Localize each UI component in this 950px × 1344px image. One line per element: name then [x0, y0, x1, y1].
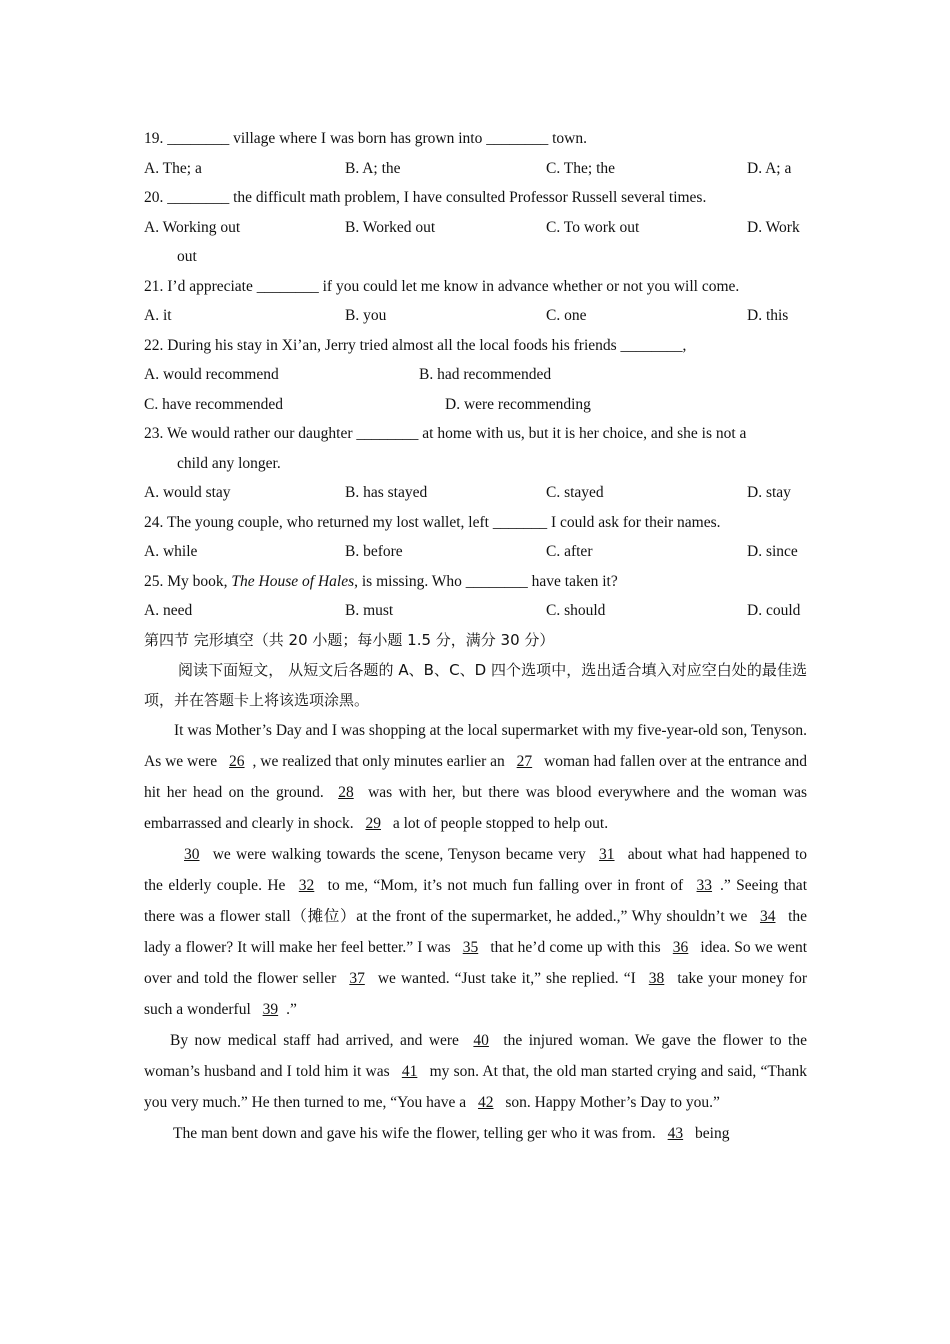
blank-39: 39 [262, 1001, 279, 1018]
option-d-cont: out [177, 248, 197, 265]
blank-28: 28 [338, 784, 354, 801]
blank-34: 34 [759, 908, 776, 925]
question-stem: 25. My book, [144, 572, 232, 590]
blank-33: 33 [696, 877, 713, 894]
options-25 [144, 596, 807, 626]
question-stem-end: , is missing. Who ________ have taken it? [354, 572, 618, 590]
option-a: A. it [144, 307, 172, 324]
options-24 [144, 537, 807, 567]
blank-38: 38 [648, 970, 665, 987]
option-a: A. would recommend [144, 366, 279, 383]
blank-26: 26 [229, 753, 245, 770]
question-23-continued [144, 449, 807, 479]
option-b: B. must [345, 602, 394, 619]
blank-32: 32 [298, 877, 315, 894]
question-stem-cont: child any longer. [177, 454, 281, 472]
question-stem: 23. We would rather our daughter ________ at home with us, but it is her choice, and she is not a [144, 425, 747, 442]
option-b: B. before [345, 543, 403, 560]
option-c: C. The; the [546, 159, 616, 177]
option-b: B. A; the [345, 159, 401, 177]
blank-42: 42 [478, 1094, 494, 1111]
option-d: D. could [747, 602, 801, 619]
question-stem: 21. I’d appreciate ________ if you could let me know in advance whether or not you will come. [144, 277, 740, 295]
option-d: D. were recommending [445, 395, 591, 413]
exam-page [144, 124, 807, 1149]
question-25 [144, 567, 807, 597]
option-b: B. you [345, 307, 387, 324]
option-b: B. has stayed [345, 484, 428, 501]
passage-paragraph-1: It was Mother’s Day and I was shopping at the local supermarket with my five-year-old son, Tenyson. As we were 26 , we realized that only minutes earlier an 27 woman had fallen over at the entrance and hit her head on the ground. 28 was with her, but there was blood everywhere and the woman was embarrassed and clearly in shock. 29 a lot of people stopped to help out. [144, 722, 807, 832]
option-c: C. one [546, 307, 587, 324]
passage-paragraph-2: 30 we were walking towards the scene, Tenyson became very 31 about what had happened to the elderly couple. He 32 to me, “Mom, it’s not much fun falling over in front of 33 .” Seeing that there was a flower stall（摊位）at the front of the supermarket, he added.,” Why shouldn’t we 34 the lady a flower? It will make her feel better.” I was 35 that he’d come up with this 36 idea. So we went over and told the flower seller 37 we wanted. “Just take it,” she replied. “I 38 take your money for such a wonderful 39 .” [144, 846, 808, 1018]
options-20 [144, 213, 807, 243]
option-d: D. A; a [747, 159, 792, 177]
blank-41: 41 [401, 1063, 418, 1080]
section-heading: 第四节 完形填空（共 20 小题；每小题 1.5 分，满分 30 分） [144, 630, 555, 649]
question-22 [144, 331, 807, 361]
option-a: A. Working out [144, 218, 241, 236]
question-21 [144, 272, 807, 302]
option-d: D. stay [747, 484, 791, 501]
option-c: C. after [546, 543, 593, 560]
option-b: B. Worked out [345, 218, 436, 236]
passage-paragraph-4: The man bent down and gave his wife the flower, telling ger who it was from. 43 being [173, 1125, 730, 1142]
book-title: The House of Hales [231, 572, 355, 590]
options-21 [144, 301, 807, 331]
option-d: D. this [747, 307, 789, 324]
blank-30: 30 [184, 846, 200, 863]
question-stem: 22. During his stay in Xi’an, Jerry tried almost all the local foods his friends ________, [144, 336, 687, 354]
option-a: A. would stay [144, 484, 231, 501]
section-instruction: 阅读下面短文， 从短文后各题的 A、B、C、D 四个选项中，选出适合填入对应空白处的最佳选项，并在答题卡上将该选项涂黑。 [144, 661, 807, 709]
blank-40: 40 [473, 1032, 489, 1049]
blank-37: 37 [349, 970, 365, 987]
blank-29: 29 [365, 815, 381, 832]
option-d: D. since [747, 543, 798, 560]
option-d-continued [144, 242, 807, 272]
options-22-row1 [144, 360, 807, 390]
blank-27: 27 [516, 753, 533, 770]
question-stem: 19. ________ village where I was born has grown into ________ town. [144, 130, 587, 147]
option-b: B. had recommended [419, 366, 552, 383]
options-19 [144, 154, 807, 184]
question-24 [144, 508, 807, 538]
question-23 [144, 419, 807, 449]
option-a: A. need [144, 602, 193, 619]
options-23 [144, 478, 807, 508]
option-c: C. stayed [546, 484, 604, 501]
option-c: C. have recommended [144, 395, 284, 413]
options-22-row2 [144, 390, 807, 420]
question-stem: 20. ________ the difficult math problem, I have consulted Professor Russell several times. [144, 189, 707, 206]
option-c: C. should [546, 602, 606, 619]
blank-43: 43 [667, 1125, 684, 1142]
blank-35: 35 [462, 939, 479, 956]
blank-36: 36 [672, 939, 689, 956]
question-19 [144, 124, 807, 154]
option-a: A. The; a [144, 159, 202, 177]
option-a: A. while [144, 543, 198, 560]
option-c: C. To work out [546, 218, 640, 236]
question-stem: 24. The young couple, who returned my lost wallet, left _______ I could ask for their names. [144, 513, 721, 531]
option-d: D. Work [747, 218, 800, 236]
blank-31: 31 [599, 846, 615, 863]
passage-paragraph-3: By now medical staff had arrived, and were 40 the injured woman. We gave the flower to the woman’s husband and I told him it was 41 my son. At that, the old man started crying and said, “Thank you very much.” He then turned to me, “You have a 42 son. Happy Mother’s Day to you.” [144, 1032, 807, 1111]
question-20 [144, 183, 807, 213]
